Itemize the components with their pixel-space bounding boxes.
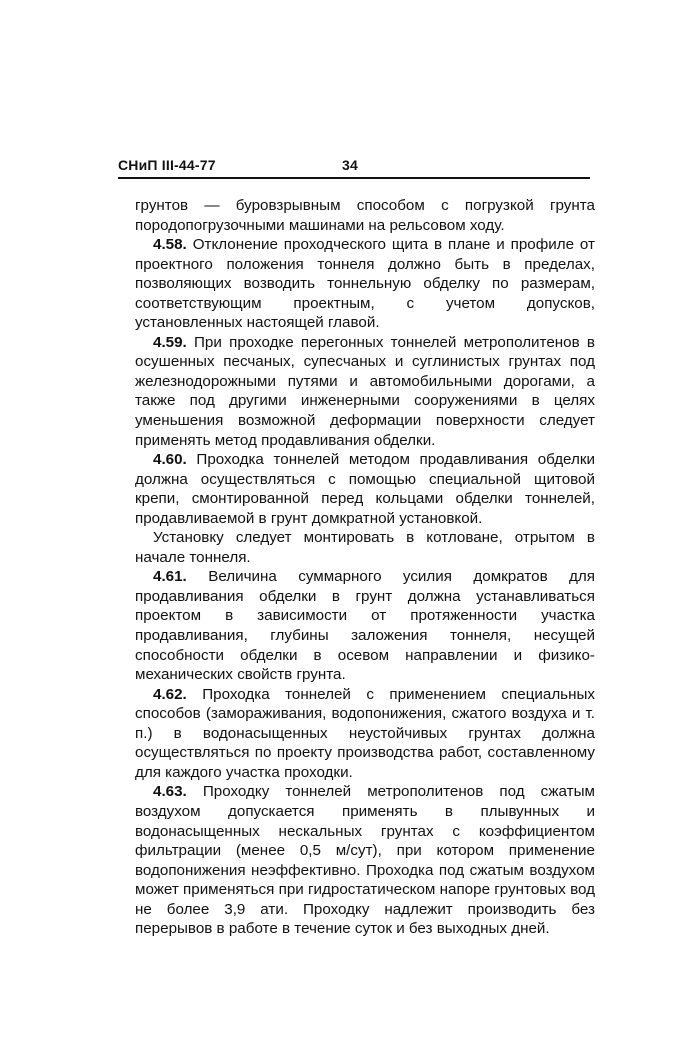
paragraph-4-63 bbox=[135, 782, 595, 938]
paragraph-continuation bbox=[135, 196, 595, 235]
paragraph-number: 4.63. bbox=[153, 783, 187, 801]
paragraph-4-59 bbox=[135, 333, 595, 450]
page-header bbox=[118, 157, 590, 177]
paragraph-text: Проходку тоннелей метрополитенов под сжатым воздухом допускается применять в плывунных и водонасыщенных нескальных грунтах с коэффициентом фильтрации (менее 0,5 м/сут), при котором применение водопонижения неэффективно. Проходка под сжатым воздухом может применяться при гидростатическом напоре грунтовых вод не более 3,9 ати. Проходку надлежит производить без перерывов в работе в течение суток и без выходных дней. bbox=[135, 783, 595, 938]
paragraph-4-58 bbox=[135, 235, 595, 333]
paragraph-text: Установку следует монтировать в котловане, отрытом в начале тоннеля. bbox=[135, 529, 595, 566]
paragraph-number: 4.62. bbox=[153, 685, 187, 703]
paragraph-text: Отклонение проходческого щита в плане и профиле от проектного положения тоннеля должно быть в пределах, позволяющих возводить тоннельную обделку по размерам, соответствующим проектным, с учетом допусков, установленных настоящей главой. bbox=[135, 236, 595, 332]
paragraph-4-61 bbox=[135, 567, 595, 684]
paragraph-text: При проходке перегонных тоннелей метрополитенов в осушенных песчаных, супесчаных и суглинистых грунтах под железнодорожными путями и автомобильными дорогами, а также под другими инженерными сооружениями в целях уменьшения возможной деформации поверхности следует применять метод продавливания обделки. bbox=[135, 333, 595, 449]
paragraph-number: 4.59. bbox=[153, 333, 187, 351]
paragraph-installation bbox=[135, 528, 595, 567]
paragraph-number: 4.58. bbox=[153, 236, 187, 254]
paragraph-text: грунтов — буровзрывным способом с погрузкой грунта породопогрузочными машинами на рельсовом ходу. bbox=[135, 197, 595, 234]
paragraph-number: 4.60. bbox=[153, 451, 187, 469]
document-code: СНиП III-44-77 bbox=[118, 157, 216, 173]
paragraph-text: Проходка тоннелей методом продавливания обделки должна осуществляться с помощью специальной щитовой крепи, смонтированной перед кольцами обделки тоннелей, продавливаемой в грунт домкратной установкой. bbox=[135, 451, 595, 527]
paragraph-4-60 bbox=[135, 450, 595, 528]
page-number: 34 bbox=[342, 157, 358, 173]
paragraph-text: Величина суммарного усилия домкратов для продавливания обделки в грунт должна устанавливаться проектом в зависимости от протяженности участка продавливания, глубины заложения тоннеля, несущей способности обделки в осевом направлении и физико-механических свойств грунта. bbox=[135, 568, 595, 684]
body-text bbox=[135, 196, 595, 939]
paragraph-4-62 bbox=[135, 685, 595, 783]
paragraph-text: Проходка тоннелей с применением специальных способов (замораживания, водопонижения, сжатого воздуха и т. п.) в водонасыщенных неустойчивых грунтах должна осуществляться по проекту производства работ, составленному для каждого участка проходки. bbox=[135, 685, 595, 781]
header-rule bbox=[118, 177, 590, 179]
paragraph-number: 4.61. bbox=[153, 568, 187, 586]
